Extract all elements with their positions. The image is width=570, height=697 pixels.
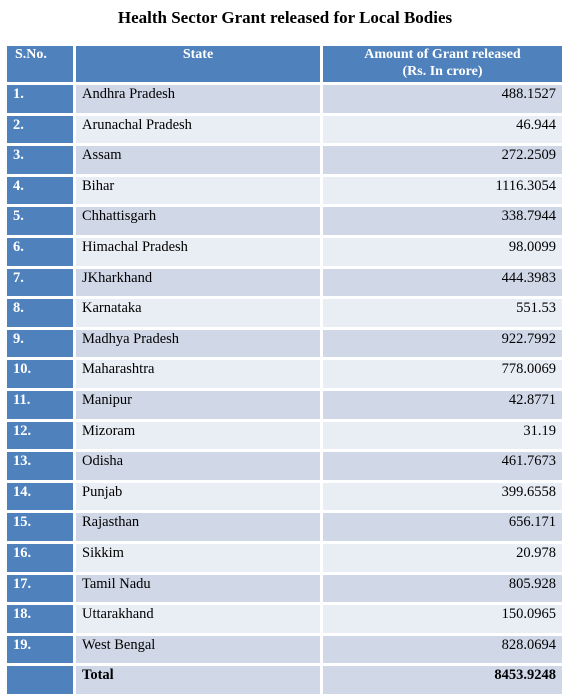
table-body [7,85,562,663]
header-amount-line1: Amount of Grant released [364,47,521,62]
table-row [7,116,562,144]
header-state: State [76,46,320,82]
row-state: Maharashtra [76,360,320,388]
row-sno: 19. [7,636,73,664]
header-amount [323,46,562,82]
row-sno: 10. [7,360,73,388]
table-row [7,483,562,511]
table-row [7,330,562,358]
row-state: Assam [76,146,320,174]
row-amount: 828.0694 [323,636,562,664]
table-row [7,146,562,174]
table-row [7,360,562,388]
row-amount: 805.928 [323,575,562,603]
row-sno: 2. [7,116,73,144]
row-amount: 488.1527 [323,85,562,113]
row-sno: 6. [7,238,73,266]
row-amount: 922.7992 [323,330,562,358]
row-sno: 14. [7,483,73,511]
table-row [7,544,562,572]
table-row [7,636,562,664]
total-sno [7,666,73,694]
row-amount: 656.171 [323,513,562,541]
header-sno: S.No. [7,46,73,82]
row-amount: 551.53 [323,299,562,327]
table-row [7,605,562,633]
row-sno: 9. [7,330,73,358]
row-amount: 338.7944 [323,207,562,235]
row-amount: 150.0965 [323,605,562,633]
row-state: Sikkim [76,544,320,572]
row-amount: 98.0099 [323,238,562,266]
row-amount: 778.0069 [323,360,562,388]
row-sno: 3. [7,146,73,174]
total-amount: 8453.9248 [323,666,562,694]
row-amount: 444.3983 [323,269,562,297]
row-sno: 7. [7,269,73,297]
total-row [7,666,562,694]
row-amount: 20.978 [323,544,562,572]
row-sno: 16. [7,544,73,572]
row-amount: 42.8771 [323,391,562,419]
row-sno: 4. [7,177,73,205]
row-sno: 8. [7,299,73,327]
header-row [7,46,562,82]
total-label: Total [76,666,320,694]
row-state: Madhya Pradesh [76,330,320,358]
table-row [7,422,562,450]
table-row [7,391,562,419]
row-sno: 12. [7,422,73,450]
table-row [7,299,562,327]
row-state: Uttarakhand [76,605,320,633]
grant-table [4,43,565,697]
row-state: JKharkhand [76,269,320,297]
table-row [7,452,562,480]
row-state: Odisha [76,452,320,480]
row-state: Tamil Nadu [76,575,320,603]
table-row [7,513,562,541]
row-sno: 15. [7,513,73,541]
row-state: Punjab [76,483,320,511]
row-state: Arunachal Pradesh [76,116,320,144]
row-state: West Bengal [76,636,320,664]
row-amount: 399.6558 [323,483,562,511]
table-row [7,177,562,205]
row-amount: 272.2509 [323,146,562,174]
row-state: Andhra Pradesh [76,85,320,113]
row-sno: 1. [7,85,73,113]
row-state: Himachal Pradesh [76,238,320,266]
row-state: Chhattisgarh [76,207,320,235]
row-sno: 17. [7,575,73,603]
table-row [7,269,562,297]
row-state: Mizoram [76,422,320,450]
row-state: Rajasthan [76,513,320,541]
row-sno: 5. [7,207,73,235]
row-amount: 46.944 [323,116,562,144]
row-state: Bihar [76,177,320,205]
table-row [7,207,562,235]
row-amount: 1116.3054 [323,177,562,205]
table-row [7,238,562,266]
row-sno: 18. [7,605,73,633]
table-row [7,85,562,113]
row-sno: 11. [7,391,73,419]
row-state: Manipur [76,391,320,419]
table-row [7,575,562,603]
row-state: Karnataka [76,299,320,327]
page-title: Health Sector Grant released for Local Bodies [117,8,453,27]
row-sno: 13. [7,452,73,480]
row-amount: 461.7673 [323,452,562,480]
row-amount: 31.19 [323,422,562,450]
header-amount-line2: (Rs. In crore) [402,64,483,79]
